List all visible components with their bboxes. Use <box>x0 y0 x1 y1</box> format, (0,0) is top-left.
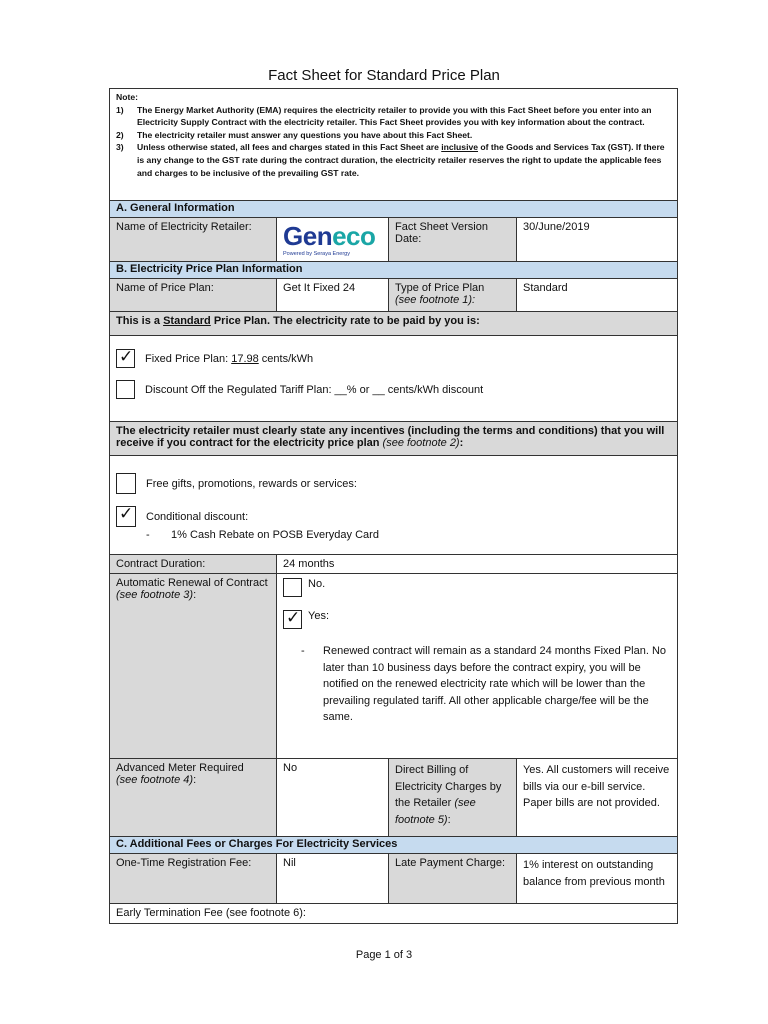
billing-footnote: (see footnote 5) <box>395 797 476 826</box>
version-value: 30/June/2019 <box>516 218 677 262</box>
retailer-label: Name of Electricity Retailer: <box>110 218 277 262</box>
discount-checkbox[interactable] <box>116 380 135 399</box>
note-text-end: of the Goods and Services Tax (GST). If there is any change to the GST rate during the contract duration, the electricity retailer reserves the right to update the applicable fees and charges to be inclusive of the prevailing GST rate. <box>137 142 665 178</box>
logo-tagline: Powered by Seraya Energy <box>283 251 350 257</box>
renewal-label <box>110 574 277 759</box>
note-text: The Energy Market Authority (EMA) requires the electricity retailer to provide you with this Fact Sheet before you enter into an Electricity Supply Contract with the electricity retailer. This Fact Sheet provides you with key information about the contract. <box>137 104 652 128</box>
plan-name-label: Name of Price Plan: <box>110 279 277 312</box>
note-text-start: Unless otherwise stated, all fees and charges stated in this Fact Sheet are <box>137 142 442 153</box>
billing-label-text: Direct Billing of Electricity Charges by the Retailer <box>395 764 502 809</box>
renewal-no-checkbox[interactable] <box>283 578 302 597</box>
note-text <box>137 141 671 179</box>
plan-name-value: Get It Fixed 24 <box>277 279 389 312</box>
registration-label: One-Time Registration Fee: <box>110 854 277 904</box>
gifts-option <box>116 473 671 494</box>
renewal-footnote: (see footnote 3) <box>116 589 194 601</box>
renewal-yes-label: Yes: <box>308 610 330 622</box>
billing-colon: : <box>447 813 451 826</box>
incentives-text: The electricity retailer must clearly state any incentives (including the terms and conditions) that you will receive if you contract for the electricity price plan <box>116 425 665 449</box>
note-item-1 <box>116 104 671 129</box>
notes-block <box>110 89 678 201</box>
gifts-text: Free gifts, promotions, rewards or services: <box>146 477 357 490</box>
termination-fee-label: Early Termination Fee (see footnote 6): <box>110 904 678 924</box>
note-emphasis: inclusive <box>441 142 479 153</box>
fixed-price-text <box>145 353 313 365</box>
plan-type-label-text: Type of Price Plan <box>395 282 485 294</box>
section-a-heading: A. General Information <box>110 201 678 218</box>
section-c-heading: C. Additional Fees or Charges For Electricity Services <box>110 837 678 854</box>
incentives-statement <box>110 422 678 456</box>
standard-plan-statement <box>110 312 678 336</box>
conditional-item: - 1% Cash Rebate on POSB Everyday Card <box>146 529 379 541</box>
renewal-no-label: No. <box>308 578 326 590</box>
statement-emphasis: Standard <box>163 315 211 327</box>
meter-colon: : <box>193 774 197 786</box>
billing-value: Yes. All customers will receive bills via our e-bill service. Paper bills are not provided. <box>516 759 677 837</box>
incentives-colon: : <box>459 437 464 449</box>
renewal-label-text: Automatic Renewal of Contract <box>116 577 268 589</box>
note-number: 1) <box>116 104 124 115</box>
meter-value: No <box>277 759 389 837</box>
fixed-price-unit: cents/kWh <box>258 352 314 365</box>
plan-type-label <box>389 279 517 312</box>
late-payment-label: Late Payment Charge: <box>389 854 517 904</box>
note-number: 3) <box>116 142 124 153</box>
retailer-logo-cell <box>277 218 389 262</box>
renewal-no-option <box>283 578 671 597</box>
rate-options-cell <box>110 336 678 422</box>
plan-type-value: Standard <box>516 279 677 312</box>
fixed-price-option <box>116 349 671 368</box>
note-item-3 <box>116 141 671 179</box>
logo-wordmark-part: eco <box>332 221 376 251</box>
late-payment-value: 1% interest on outstanding balance from previous month <box>516 854 677 904</box>
discount-text: Discount Off the Regulated Tariff Plan: __% or __ cents/kWh discount <box>145 383 484 396</box>
section-b-heading: B. Electricity Price Plan Information <box>110 262 678 279</box>
fact-sheet-table <box>109 88 678 924</box>
check-mark-icon: ✓ <box>119 347 134 366</box>
duration-value: 24 months <box>277 555 678 574</box>
renewal-detail <box>283 643 671 726</box>
conditional-text: Conditional discount: <box>146 510 249 523</box>
page-number: Page 1 of 3 <box>355 949 413 961</box>
gifts-checkbox[interactable] <box>116 473 136 494</box>
note-text: The electricity retailer must answer any questions you have about this Fact Sheet. <box>137 129 473 140</box>
fixed-price-label: Fixed Price Plan: <box>145 352 232 365</box>
meter-footnote: (see footnote 4) <box>116 774 194 786</box>
page-title: Fact Sheet for Standard Price Plan <box>268 67 500 84</box>
duration-label: Contract Duration: <box>110 555 277 574</box>
renewal-options-cell <box>277 574 678 759</box>
fixed-price-rate: 17.98 <box>231 352 259 365</box>
note-number: 2) <box>116 129 124 140</box>
note-item-2 <box>116 129 671 142</box>
billing-label <box>389 759 517 837</box>
statement-start: This is a <box>116 315 164 327</box>
renewal-detail-dash: - <box>301 645 305 657</box>
registration-value: Nil <box>277 854 389 904</box>
renewal-detail-text: Renewed contract will remain as a standard 24 months Fixed Plan. No later than 10 business days before the contract expiry, you will be notified on the renewed electricity rate which will be lower than the prevailing regulated tariff. All other applicable charge/fee will be the same. <box>323 645 667 723</box>
discount-option <box>116 380 671 399</box>
fixed-price-checkbox[interactable] <box>116 349 135 368</box>
renewal-yes-checkbox[interactable] <box>283 610 302 629</box>
note-label: Note: <box>116 92 138 102</box>
renewal-colon: : <box>193 589 197 601</box>
check-mark-icon: ✓ <box>119 504 134 523</box>
meter-label-text: Advanced Meter Required <box>116 762 244 774</box>
logo-wordmark-part: Gen <box>283 221 333 251</box>
plan-type-footnote: (see footnote 1): <box>395 294 476 306</box>
incentive-options-cell <box>110 456 678 555</box>
conditional-option <box>116 506 671 527</box>
geneco-logo <box>283 221 382 257</box>
statement-end: Price Plan. The electricity rate to be paid by you is: <box>210 315 480 327</box>
conditional-checkbox[interactable] <box>116 506 136 527</box>
renewal-yes-option <box>283 610 671 629</box>
check-mark-icon: ✓ <box>286 608 301 627</box>
version-label: Fact Sheet Version Date: <box>389 218 517 262</box>
meter-label <box>110 759 277 837</box>
logo-wordmark <box>283 222 375 250</box>
incentives-footnote: (see footnote 2) <box>382 437 460 449</box>
